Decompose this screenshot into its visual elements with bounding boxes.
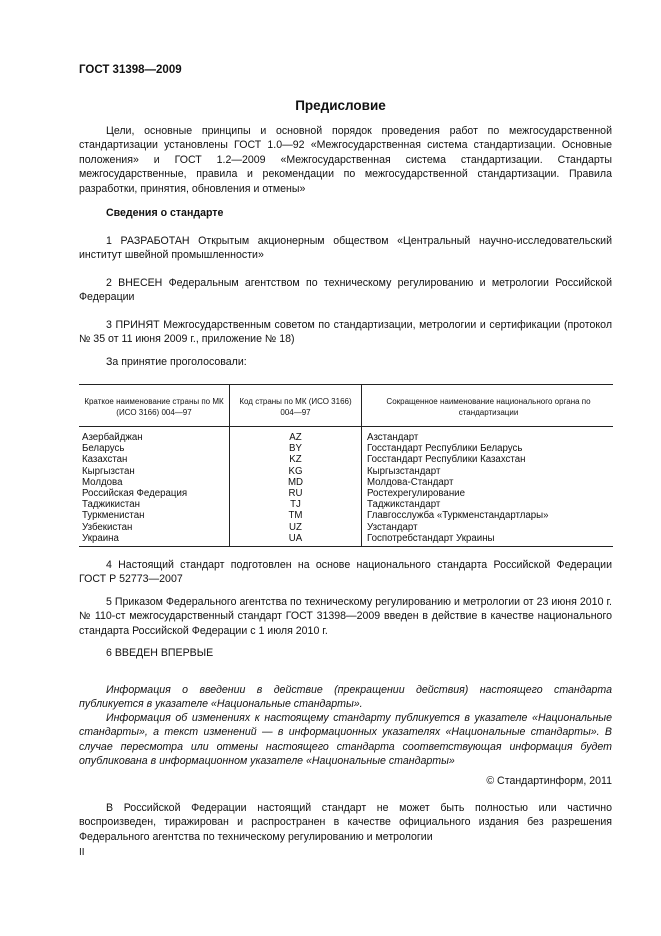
table-row [79,488,613,499]
standards-body: Главгосслужба «Туркменстандартлары» [367,510,549,522]
country-name: Беларусь [79,443,230,454]
standards-body: Ростехрегулирование [367,488,465,500]
standards-body: Госпотребстандарт Украины [367,532,495,544]
info-introduction: Информация о введении в действие (прекращении действия) настоящего стандарта публикуется в указателе «Национальные стандарты». [79,684,612,711]
standards-body: Узстандарт [367,521,418,533]
standards-body: Госстандарт Республики Беларусь [367,443,523,455]
item-5: 5 Приказом Федерального агентства по техническому регулированию и метрологии от 23 июня 2010 г. № 110-ст межгосударственный стандарт ГОСТ 31398—2009 введен в действие в качестве национального стандарта Российской Федерации с 1 июля 2010 г. [79,596,612,637]
header-country-code: Код страны по МК (ИСО 3166) 004—97 [230,385,362,427]
item-6: 6 ВВЕДЕН ВПЕРВЫЕ [106,647,214,659]
section-heading: Сведения о стандарте [106,207,224,219]
country-name: Таджикистан [79,499,230,510]
table-row [79,499,613,510]
table-row [79,477,613,488]
page-number: II [79,847,85,858]
vote-label: За принятие проголосовали: [106,356,247,368]
country-code: MD [230,477,362,488]
standards-body: Кыргызстандарт [367,465,441,477]
header-country-name: Краткое наименование страны по МК (ИСО 3166) 004—97 [79,385,230,427]
country-name: Узбекистан [79,522,230,533]
item-1: 1 РАЗРАБОТАН Открытым акционерным обществом «Центральный научно-исследовательский институт швейной промышленности» [79,235,612,262]
page-title: Предисловие [295,98,386,113]
country-name: Кыргызстан [79,466,230,477]
reproduction-notice: В Российской Федерации настоящий стандарт не может быть полностью или частично воспроизведен, тиражирован и распространен в качестве официального издания без разрешения Федерального агентства по техническому регулированию и метрологии [79,802,612,843]
document-header: ГОСТ 31398—2009 [79,64,182,76]
item-2: 2 ВНЕСЕН Федеральным агентством по техническому регулированию и метрологии Российской Федерации [79,277,612,304]
country-code: KG [230,466,362,477]
country-name: Туркменистан [79,510,230,521]
table-row [79,427,613,444]
intro-paragraph: Цели, основные принципы и основной порядок проведения работ по межгосударственной стандартизации установлены ГОСТ 1.0—92 «Межгосударственная система стандартизации. Основные положения» и ГОСТ 1.2—2009 «Межгосударственная система стандартизации. Стандарты межгосударственные, правила и рекомендации по межгосударственной стандартизации. Правила разработки, принятия, обновления и отмены» [79,125,612,195]
country-name: Украина [79,533,230,547]
table-row [79,533,613,547]
item-3: 3 ПРИНЯТ Межгосударственным советом по стандартизации, метрологии и сертификации (протокол № 35 от 11 июня 2009 г., приложение № 18) [79,319,612,346]
country-code: KZ [230,454,362,465]
country-code: AZ [230,427,362,444]
table-header-row [79,385,613,427]
info-changes: Информация об изменениях к настоящему стандарту публикуется в указателе «Национальные стандарты», а текст изменений — в информационных указателях «Национальные стандарты». В случае пересмотра или отмены настоящего стандарта соответствующая информация будет опубликована в информационном указателе «Национальные стандарты» [79,712,612,768]
copyright: © Стандартинформ, 2011 [486,775,612,787]
country-code: RU [230,488,362,499]
table-row [79,510,613,521]
country-code: BY [230,443,362,454]
item-4: 4 Настоящий стандарт подготовлен на основе национального стандарта Российской Федерации ГОСТ Р 52773—2007 [79,559,612,586]
country-code: UA [230,533,362,547]
standards-body: Молдова-Стандарт [367,476,454,488]
header-standards-body: Сокращенное наименование национального органа по стандартизации [386,397,591,417]
country-code: TM [230,510,362,521]
country-name: Азербайджан [79,427,230,444]
country-name: Казахстан [79,454,230,465]
table-row [79,466,613,477]
country-name: Российская Федерация [79,488,230,499]
voting-table [79,384,613,547]
table-row [79,522,613,533]
standards-body: Азстандарт [367,432,419,443]
table-row [79,443,613,454]
country-code: UZ [230,522,362,533]
country-code: TJ [230,499,362,510]
table-row [79,454,613,465]
country-name: Молдова [79,477,230,488]
standards-body: Таджикстандарт [367,499,441,511]
standards-body: Госстандарт Республики Казахстан [367,454,526,466]
